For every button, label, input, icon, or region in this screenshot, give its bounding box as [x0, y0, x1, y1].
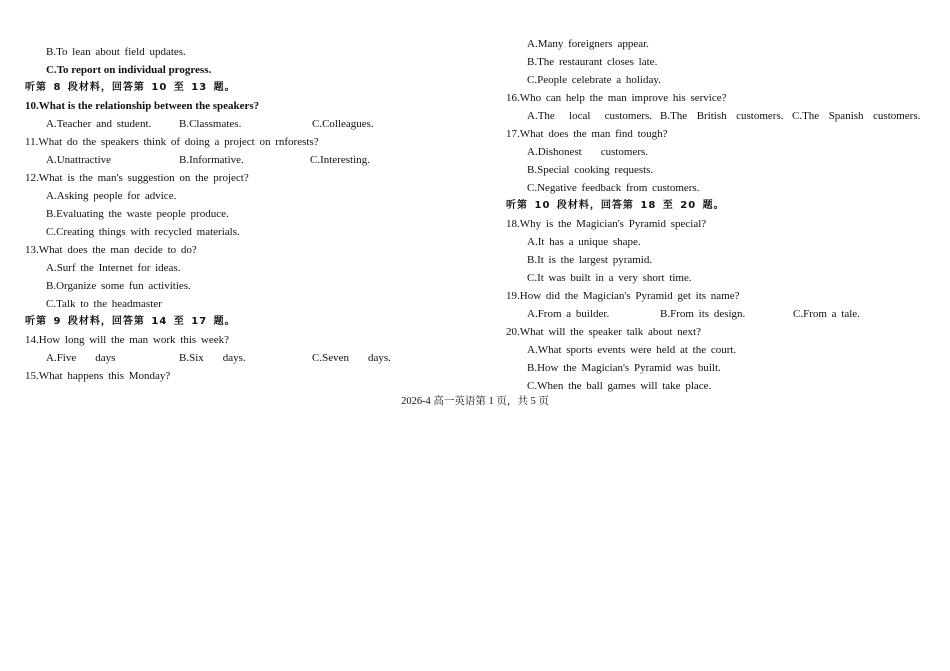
option-text: A.Many foreigners appear.: [527, 38, 649, 50]
option-text: C.People celebrate a holiday.: [527, 74, 661, 86]
option-text: B.From its design.: [660, 308, 746, 320]
option-text: B.To lean about field updates.: [46, 46, 186, 58]
option-text: B.The restaurant closes late.: [527, 56, 658, 68]
section-heading: 听第 9 段材料，回答第 14 至 17 题。: [25, 316, 236, 327]
option-text: B.Informative.: [179, 154, 244, 166]
question-text: 19.How did the Magician's Pyramid get its name?: [506, 290, 740, 302]
question-text: 15.What happens this Monday?: [25, 370, 171, 382]
option-text: A.Asking people for advice.: [46, 190, 177, 202]
option-text: C.It was built in a very short time.: [527, 272, 692, 284]
option-text: B.Six days.: [179, 352, 246, 364]
question-text: 11.What do the speakers think of doing a project on rnforests?: [25, 136, 319, 148]
option-text: C.Colleagues.: [312, 118, 374, 130]
question-text: 12.What is the man's suggestion on the project?: [25, 172, 249, 184]
option-text: A.From a builder.: [527, 308, 610, 320]
question-text: 17.What does the man find tough?: [506, 128, 668, 140]
option-text: A.What sports events were held at the court.: [527, 344, 737, 356]
option-text: C.Negative feedback from customers.: [527, 182, 700, 194]
option-text: A.Teacher and student.: [46, 118, 152, 130]
option-row: [25, 115, 445, 133]
option-row: [506, 107, 926, 125]
option-text: B.Evaluating the waste people produce.: [46, 208, 229, 220]
option-text: A.Surf the Internet for ideas.: [46, 262, 181, 274]
section-heading: 听第 10 段材料，回答第 18 至 20 题。: [506, 200, 725, 211]
option-text: C.When the ball games will take place.: [527, 380, 712, 392]
option-text: C.The Spanish customers.: [792, 110, 921, 122]
option-text: C.To report on individual progress.: [46, 64, 212, 76]
right-column: [506, 35, 926, 395]
question-text: 10.What is the relationship between the speakers?: [25, 100, 260, 112]
left-column: [25, 43, 445, 385]
option-text: B.The British customers.: [660, 110, 784, 122]
question-text: 13.What does the man decide to do?: [25, 244, 197, 256]
option-text: A.It has a unique shape.: [527, 236, 641, 248]
question-text: 20.What will the speaker talk about next?: [506, 326, 701, 338]
option-text: C.From a tale.: [793, 308, 860, 320]
option-text: B.Classmates.: [179, 118, 242, 130]
option-row: [506, 305, 926, 323]
option-text: B.Special cooking requests.: [527, 164, 654, 176]
option-row: [25, 151, 445, 169]
option-text: A.Dishonest customers.: [527, 146, 649, 158]
question-text: 14.How long will the man work this week?: [25, 334, 230, 346]
option-text: C.Seven days.: [312, 352, 391, 364]
option-text: C.Talk to the headmaster: [46, 298, 162, 310]
option-text: A.The local customers.: [527, 110, 653, 122]
option-text: C.Interesting.: [310, 154, 370, 166]
question-text: 18.Why is the Magician's Pyramid special?: [506, 218, 707, 230]
option-text: C.Creating things with recycled materials.: [46, 226, 240, 238]
option-text: B.It is the largest pyramid.: [527, 254, 653, 266]
option-row: [25, 349, 445, 367]
page-footer: 2026-4 高一英语第 1 页，共 5 页: [401, 396, 549, 407]
question-text: 16.Who can help the man improve his service?: [506, 92, 727, 104]
option-text: A.Unattractive: [46, 154, 112, 166]
option-text: B.How the Magician's Pyramid was built.: [527, 362, 721, 374]
section-heading: 听第 8 段材料，回答第 10 至 13 题。: [25, 82, 236, 93]
option-text: B.Organize some fun activities.: [46, 280, 191, 292]
option-text: A.Five days: [46, 352, 116, 364]
